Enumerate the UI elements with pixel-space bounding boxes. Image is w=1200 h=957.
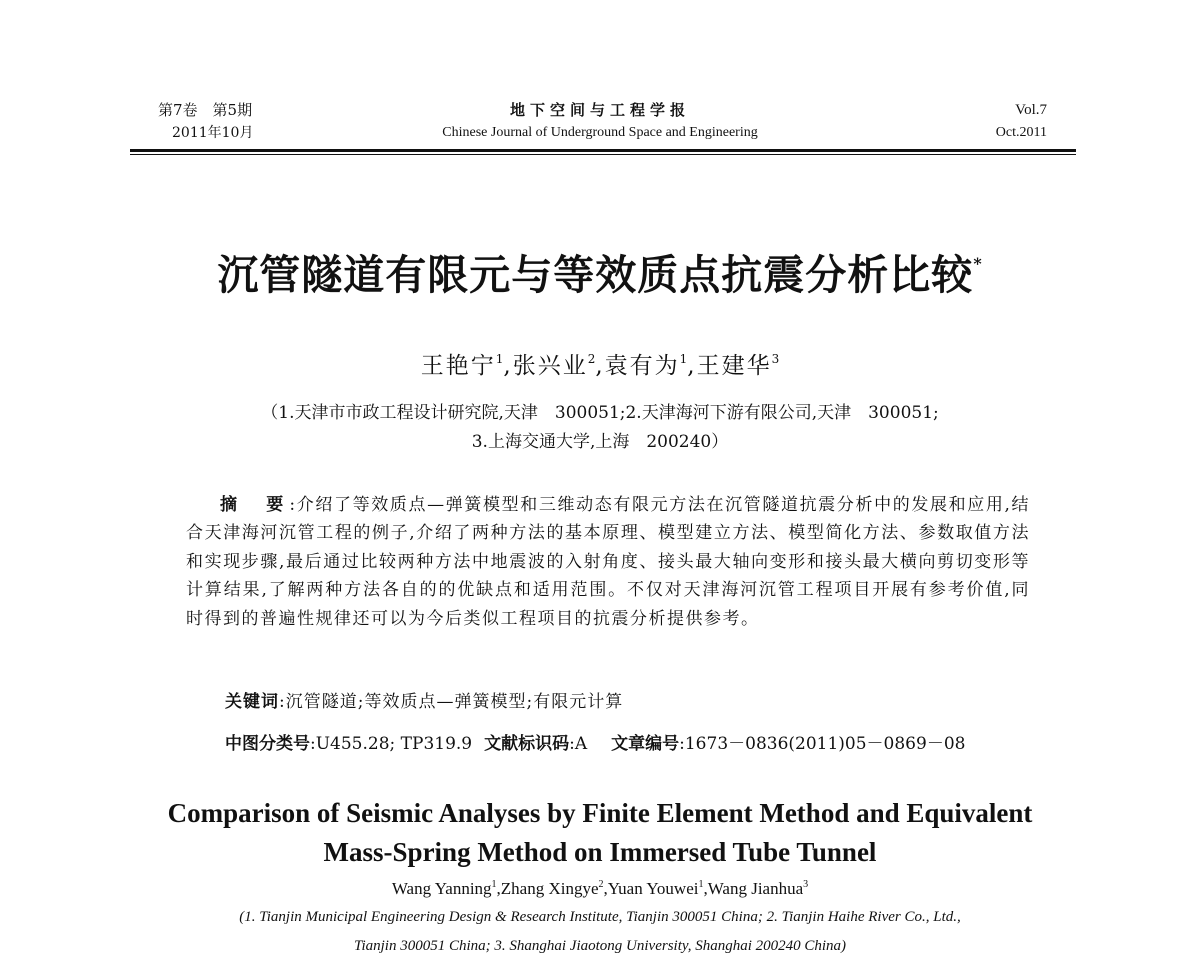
abstract-label: 摘 要 [220, 495, 290, 515]
author-name: 袁有为 [604, 353, 680, 379]
header-rule-thin [130, 154, 1076, 155]
affiliation-line-2: 3.上海交通大学,上海 200240） [471, 432, 729, 452]
english-title-line-2: Mass-Spring Method on Immersed Tube Tunnel [323, 837, 877, 867]
author-list [0, 344, 1200, 381]
english-author-separator: , [603, 879, 608, 898]
keywords-colon: : [279, 692, 286, 712]
english-author-affil-index: 1 [698, 879, 704, 890]
issue-date-cn: 2011年10月 [172, 125, 254, 141]
english-author-affil-index: 2 [598, 879, 604, 890]
doc-code-label: 文献标识码 [484, 734, 570, 754]
english-author-list [0, 873, 1200, 901]
keywords-text: 沉管隧道;等效质点—弹簧模型;有限元计算 [285, 692, 624, 712]
english-author-separator: , [496, 879, 501, 898]
author-separator: , [595, 353, 605, 379]
author-name: 王建华 [696, 353, 772, 379]
journal-name-cn: 地下空间与工程学报 [509, 101, 690, 119]
english-author-name: Zhang Xingye [500, 879, 599, 898]
english-affiliation-line-1: (1. Tianjin Municipal Engineering Design & Research Institute, Tianjin 300051 China; 2. Tianjin Haihe River Co., Ltd., [239, 909, 961, 925]
english-author-separator: , [703, 879, 708, 898]
article-number-label: 文章编号 [611, 734, 680, 754]
issue-volume-cn: 第7卷 第5期 [158, 101, 253, 119]
doc-code-value: :A [569, 734, 588, 754]
english-author-affil-index: 1 [491, 879, 497, 890]
journal-name-en: Chinese Journal of Underground Space and Engineering [442, 125, 758, 140]
classification-line [225, 731, 965, 757]
keywords-label: 关键词 [225, 692, 279, 712]
author-affil-index: 2 [587, 352, 596, 366]
english-author-name: Yuan Youwei [607, 879, 699, 898]
affiliation-line-1: （1.天津市市政工程设计研究院,天津 300051;2.天津海河下游有限公司,天津 300051; [261, 403, 939, 423]
paper-title-text: 沉管隧道有限元与等效质点抗震分析比较 [217, 251, 974, 299]
author-separator: , [687, 353, 697, 379]
abstract-text: 介绍了等效质点—弹簧模型和三维动态有限元方法在沉管隧道抗震分析中的发展和应用,结合天津海河沉管工程的例子,介绍了两种方法的基本原理、模型建立方法、模型简化方法、参数取值方法和实现步骤,最后通过比较两种方法中地震波的入射角度、接头最大轴向变形和接头最大横向剪切变形等计算结果,了解两种方法各自的的优缺点和适用范围。不仅对天津海河沉管工程项目开展有参考价值,同时得到的普遍性规律还可以为今后类似工程项目的抗震分析提供参考。 [186, 495, 1030, 629]
english-author-name: Wang Yanning [391, 879, 492, 898]
issue-volume-en: Vol.7 [1015, 102, 1047, 118]
english-affiliation-line-2: Tianjin 300051 China; 3. Shanghai Jiaotong University, Shanghai 200240 China) [353, 938, 847, 954]
keywords [225, 689, 623, 715]
author-name: 王艳宁 [420, 353, 496, 379]
title-footnote-marker: * [973, 254, 983, 273]
clc-label: 中图分类号 [225, 734, 310, 754]
abstract [186, 491, 1030, 633]
author-affil-index: 1 [495, 352, 504, 366]
english-author-affil-index: 3 [803, 879, 809, 890]
abstract-colon: : [289, 495, 297, 515]
author-affil-index: 3 [771, 352, 780, 366]
issue-date-en: Oct.2011 [995, 125, 1047, 140]
clc-value: :U455.28; TP319.9 [310, 734, 473, 754]
paper-title [0, 238, 1200, 301]
author-separator: , [503, 353, 513, 379]
author-affil-index: 1 [679, 352, 688, 366]
header-rule-thick [130, 149, 1076, 152]
author-name: 张兴业 [512, 353, 588, 379]
english-title-line-1: Comparison of Seismic Analyses by Finite Element Method and Equivalent [167, 798, 1033, 828]
article-number-value: :1673－0836(2011)05－0869－08 [679, 734, 966, 754]
english-author-name: Wang Jianhua [707, 879, 804, 898]
